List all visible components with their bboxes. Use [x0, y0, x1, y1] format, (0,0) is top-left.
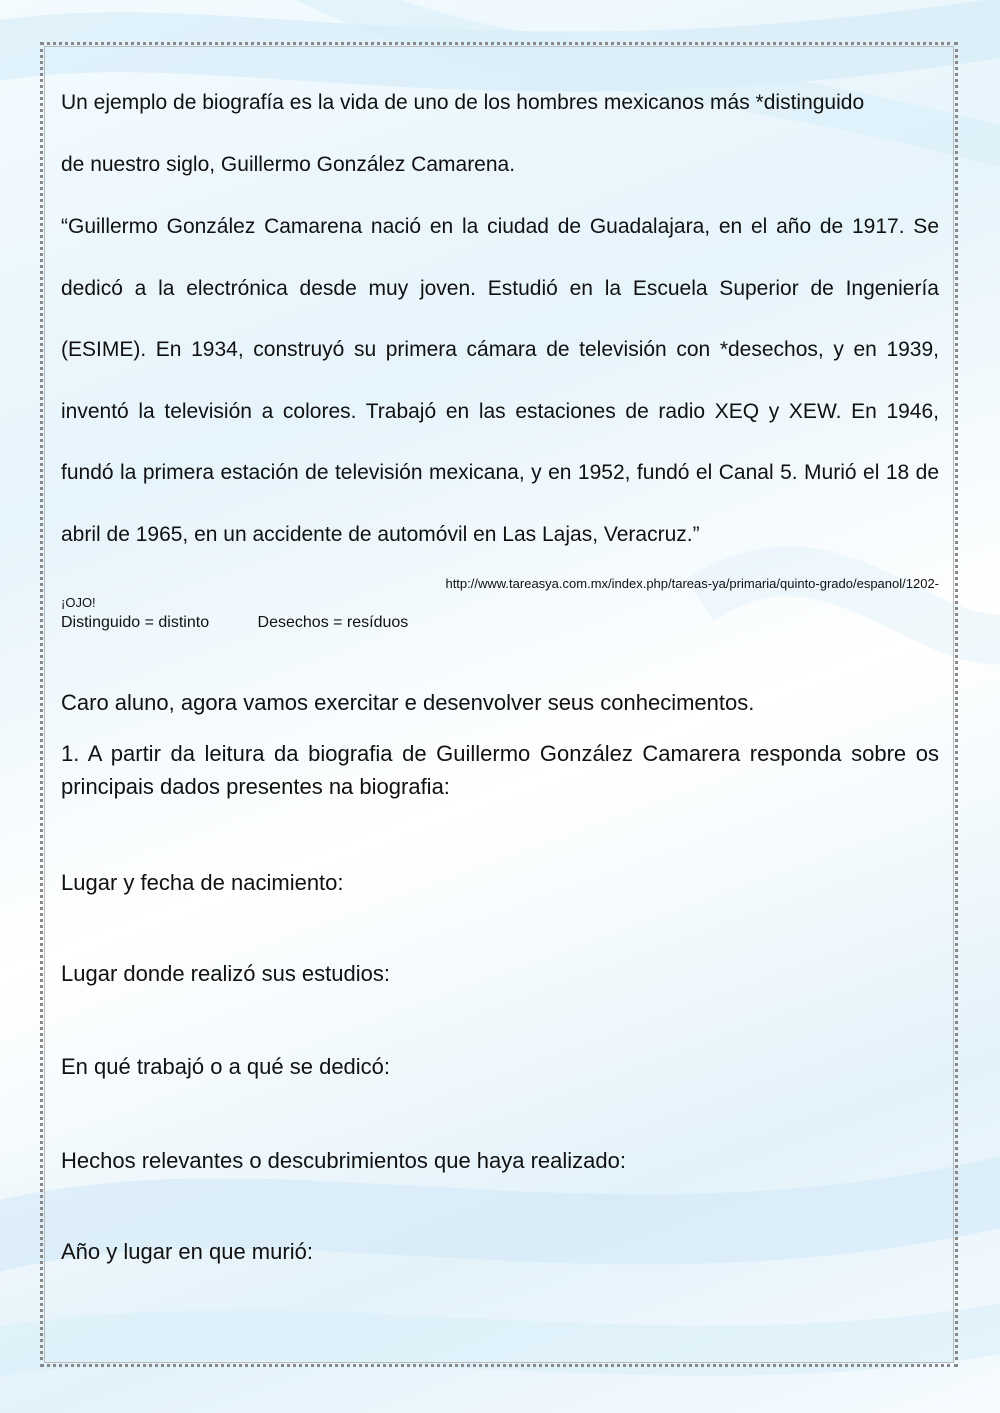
field-facts: Hechos relevantes o descubrimientos que haya realizado: — [61, 1148, 626, 1173]
document-body — [61, 72, 939, 1264]
field-studies: Lugar donde realizó sus estudios: — [61, 961, 390, 986]
note-label: ¡OJO! — [61, 595, 96, 610]
field-birth: Lugar y fecha de nacimiento: — [61, 870, 344, 895]
field-death: Año y lugar en que murió: — [61, 1239, 313, 1264]
glossary-term-desechos: Desechos = resíduos — [257, 614, 409, 631]
greeting-text: Caro aluno, agora vamos exercitar e desenvolver seus conhecimentos. — [61, 690, 755, 715]
intro-line-2: de nuestro siglo, Guillermo González Camarena. — [61, 153, 516, 176]
intro-line-1: Un ejemplo de biografía es la vida de uno de los hombres mexicanos más *distinguido — [61, 91, 865, 114]
intro-paragraph — [61, 72, 939, 196]
glossary — [61, 613, 939, 633]
source-url: http://www.tareasya.com.mx/index.php/tareas-ya/primaria/quinto-grado/espanol/1202- — [445, 576, 939, 591]
field-work: En qué trabajó o a qué se dedicó: — [61, 1054, 391, 1079]
glossary-term-distinguido: Distinguido = distinto — [61, 614, 210, 631]
biography-quote: “Guillermo González Camarena nació en la ciudad de Guadalajara, en el año de 1917. Se dedicó a la electrónica desde muy joven. Estudió en la Escuela Superior de Ingeniería (ESIME). En 1934, construyó su primera cámara de televisión con *desechos, y en 1939, inventó la televisión a colores. Trabajó en las estaciones de radio XEQ y XEW. En 1946, fundó la primera estación de televisión mexicana, y en 1952, fundó el Canal 5. Murió el 18 de abril de 1965, en un accidente de automóvil en Las Lajas, Veracruz.” — [61, 215, 939, 546]
question-1: 1. A partir da leitura da biografia de Guillermo González Camarera responda sobre os principais dados presentes na biografia: — [61, 741, 939, 799]
